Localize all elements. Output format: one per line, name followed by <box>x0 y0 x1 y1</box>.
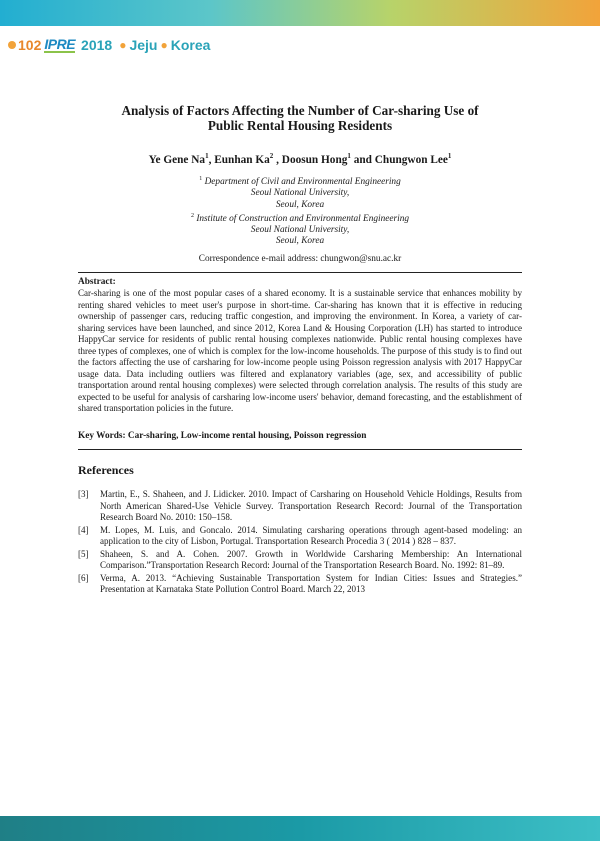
author-name: Eunhan Ka <box>214 153 270 166</box>
affiliation-line: Seoul, Korea <box>275 236 325 247</box>
header-color-band <box>0 0 600 26</box>
author-name: Doosun Hong <box>281 153 348 166</box>
reference-text: M. Lopes, M. Luis, and Goncalo. 2014. Simulating carsharing operations through agent-based modeling: an application to the city of Lisbon, Portugal. Transportation Research Procedia 3 ( 2014 ) 828 – 837. <box>100 524 522 546</box>
logo-city: Jeju <box>129 37 158 53</box>
keywords: Key Words: Car-sharing, Low-income rental housing, Poisson regression <box>78 431 367 441</box>
author-affil-mark: 1 <box>205 152 209 160</box>
footer-color-band <box>0 816 600 841</box>
author-affil-mark: 1 <box>347 152 351 160</box>
conference-logo <box>8 35 210 55</box>
logo-separator-dot: ● <box>119 38 127 52</box>
paper-title-line-1: Analysis of Factors Affecting the Number of Car-sharing Use of <box>121 103 479 118</box>
author-separator: , <box>273 153 282 166</box>
author-affil-mark: 2 <box>269 152 274 160</box>
reference-text: Verma, A. 2013. “Achieving Sustainable Transportation System for Indian Cities: Issues and Strategies.” Presentation at Karnataka State Pollution Control Board. March 22, 2013 <box>100 572 522 594</box>
reference-number: [6] <box>78 572 89 583</box>
reference-text: Martin, E., S. Shaheen, and J. Lidicker. 2010. Impact of Carsharing on Household Vehicle Holdings, Results from North American Shared-Use Vehicle Survey. Transportation Research Record: Journal of the Transportation Research Board No. 2010: 150–158. <box>100 489 522 522</box>
affiliation-department: Department of Civil and Environmental Engineering <box>204 177 401 188</box>
affiliation-line: Seoul National University, <box>250 188 350 199</box>
logo-year: 2018 <box>81 37 113 53</box>
reference-item <box>78 549 522 572</box>
affiliation-mark: 1 <box>199 176 203 182</box>
reference-item <box>78 573 522 596</box>
reference-number: [5] <box>78 548 89 559</box>
paper-title <box>78 103 522 133</box>
author-name: Chungwon Lee <box>374 153 448 166</box>
abstract-bottom-rule <box>78 449 522 450</box>
reference-number: [3] <box>78 489 89 499</box>
abstract-text: Car-sharing is one of the most popular cases of a shared economy. It is a sustainable service that enhances mobility by renting shared vehicles to meet user's purpose in short-time. Car-sharing has known that it is effective in reducing ownership of passenger cars, reducing traffic congestion, and improving the environment. In Korea, a variety of car-sharing services have been launched, and since 2012, Korea Land & Housing Corporation (LH) has started to introduce HappyCar service for residents of public rental housing complexes nationwide. Public rental housing complexes have three types of complexes, one of which is complex for the low-income households. The purpose of this study is to find out the factors affecting the use of carsharing for low-income people using Poisson regression analysis with 2017 HappyCar usage data. Data including outliers was filtered and explanatory variables (age, sex, and accessibility of public transportation around rental housing complexes) were selected through correlation analysis. The results of this study are expected to be useful for analysis of carsharing low-income users' behavior, demand forecasting, and the establishment of shared transportation policies in the future. <box>78 288 522 413</box>
paper-title-line-2: Public Rental Housing Residents <box>207 118 393 133</box>
author-separator: and <box>350 153 375 166</box>
reference-number: [4] <box>78 524 89 535</box>
affiliation-line: Seoul, Korea <box>275 199 325 210</box>
logo-mark: IPRE <box>44 36 76 52</box>
author-list <box>78 149 522 167</box>
reference-list <box>78 489 522 597</box>
author-separator: , <box>208 153 215 166</box>
reference-text: Shaheen, S. and A. Cohen. 2007. Growth in Worldwide Carsharing Membership: An International Comparison.”Transportation Research Record: Journal of the Transportation Research Board. No. 1992: 81–89. <box>100 548 522 570</box>
references-heading: References <box>78 463 134 477</box>
affiliations <box>78 174 522 247</box>
logo-dot-icon <box>8 41 16 49</box>
affiliation-mark: 2 <box>190 212 194 219</box>
author-affil-mark: 1 <box>447 152 452 160</box>
author-name: Ye Gene Na <box>148 153 206 166</box>
logo-number: 102 <box>18 37 42 53</box>
reference-item <box>78 525 522 548</box>
abstract-label: Abstract: <box>78 277 116 287</box>
affiliation-line <box>78 211 522 225</box>
affiliation-line <box>78 174 522 188</box>
affiliation-department: Institute of Construction and Environmental Engineering <box>196 213 410 224</box>
logo-separator-dot: ● <box>160 38 168 52</box>
logo-country: Korea <box>170 37 211 53</box>
correspondence-email: Correspondence e-mail address: chungwon@snu.ac.kr <box>198 254 402 264</box>
reference-item <box>78 489 522 524</box>
affiliation-line: Seoul National University, <box>250 225 350 235</box>
abstract-top-rule <box>78 272 522 273</box>
